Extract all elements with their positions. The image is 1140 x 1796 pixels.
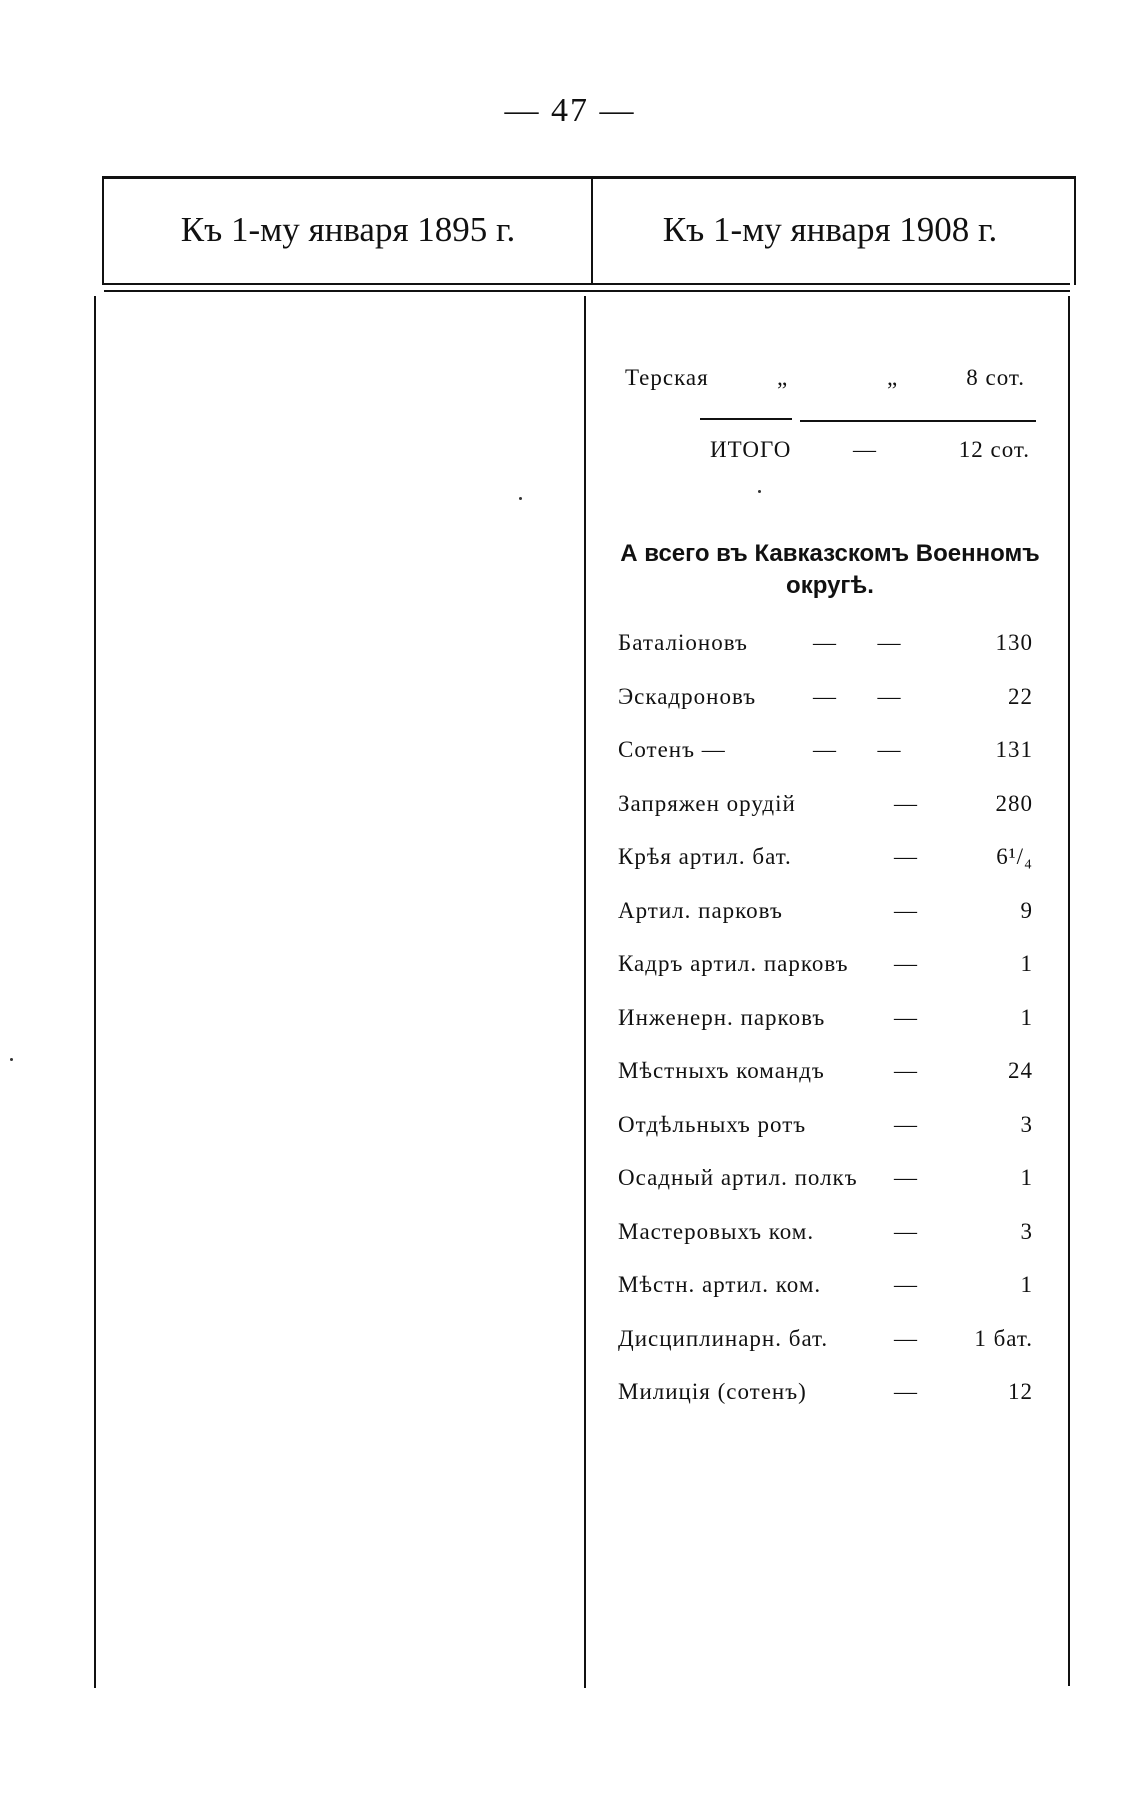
sum-rule-right [800, 420, 1036, 422]
table-row [618, 844, 1033, 874]
row-label: Запряжен орудій [618, 790, 796, 816]
table-row [618, 684, 1033, 714]
table-row [618, 1379, 1033, 1409]
row-value: 22 [1008, 683, 1033, 709]
row-dashes: — [894, 897, 918, 923]
row-value: 130 [995, 630, 1033, 655]
row-dashes: — [894, 790, 918, 816]
table-row [618, 898, 1033, 928]
row-label: Баталіоновъ [618, 630, 748, 655]
table-row [618, 1058, 1033, 1088]
row-label: Кадръ артил. парковъ [618, 951, 849, 976]
row-dashes: — [894, 1325, 918, 1351]
column-header-1908: Къ 1-му января 1908 г. [662, 210, 998, 249]
table-left-border [102, 176, 104, 285]
table-row [618, 1112, 1033, 1142]
table-row [618, 1005, 1033, 1035]
row-dashes: — [894, 1165, 918, 1190]
column-header-1895: Къ 1-му января 1895 г. [180, 210, 516, 249]
page-number: — 47 — [504, 92, 636, 129]
table-row [618, 1326, 1033, 1356]
table-left-border-lower [94, 296, 96, 1688]
table-row [618, 1272, 1033, 1302]
table-row [618, 951, 1033, 981]
row-value: 1 [1020, 1165, 1033, 1190]
table-row [618, 630, 1033, 660]
section-title: А всего въ Кавказскомъ Военномъ округѣ. [620, 540, 1040, 599]
row-label: Мѣстныхъ командъ [618, 1058, 825, 1083]
row-dashes: — — [813, 630, 902, 655]
row-value: 24 [1008, 1058, 1033, 1083]
row-dashes: — [894, 1058, 918, 1083]
total-value: 12 сот. [958, 437, 1030, 462]
row-label: Отдѣльныхъ ротъ [618, 1111, 807, 1137]
row-dashes: — [894, 844, 918, 869]
row-value: 1 [1020, 1272, 1033, 1297]
table-row [618, 1219, 1033, 1249]
sum-rule-left [700, 418, 792, 420]
header-double-rule-top [104, 283, 1070, 285]
row-dashes: — [894, 1379, 918, 1404]
row-label: Милиція (сотенъ) [618, 1379, 807, 1404]
row-dashes: — [894, 1004, 918, 1030]
table-row [618, 791, 1033, 821]
speck [758, 490, 761, 493]
table-right-border-lower [1068, 296, 1070, 1686]
speck [10, 1058, 13, 1061]
table-row [618, 737, 1033, 767]
table-right-border [1074, 176, 1076, 285]
ditto-mark: „ [887, 365, 899, 390]
row-value: 131 [995, 737, 1033, 762]
row-label: Сотенъ — [618, 737, 726, 762]
row-label: Мѣстн. артил. ком. [618, 1272, 822, 1297]
table-top-rule [102, 176, 1076, 179]
row-label: Дисциплинарн. бат. [618, 1325, 829, 1351]
row-dashes: — — [813, 683, 902, 709]
header-double-rule-bottom [104, 290, 1070, 292]
row-value: 280 [995, 790, 1033, 816]
row-value: 6¹/₄ [996, 844, 1033, 869]
row-label: Артил. парковъ [618, 897, 783, 923]
row-label: Осадный артил. полкъ [618, 1165, 858, 1190]
table-column-divider [591, 176, 593, 285]
row-dashes: — [894, 1111, 918, 1137]
row-label: Мастеровыхъ ком. [618, 1218, 815, 1244]
total-dash: — [853, 437, 877, 462]
row-dashes: — — [813, 737, 902, 762]
row-dashes: — [894, 1218, 918, 1244]
ditto-mark: „ [777, 365, 789, 390]
carry-row [625, 365, 1025, 395]
row-value: 1 бат. [974, 1325, 1033, 1351]
row-value: 9 [1020, 897, 1033, 923]
row-label: Крѣя артил. бат. [618, 844, 792, 869]
row-value: 12 [1008, 1379, 1033, 1404]
table-column-divider-lower [584, 296, 586, 1688]
row-value: 3 [1020, 1111, 1033, 1137]
row-value: 1 [1020, 951, 1033, 976]
table-row [618, 1165, 1033, 1195]
speck [519, 497, 522, 500]
carry-value: 8 сот. [966, 365, 1025, 390]
carry-label: Терская [625, 365, 709, 390]
total-row [625, 437, 1030, 467]
total-label: ИТОГО [710, 437, 792, 462]
row-dashes: — [894, 951, 918, 976]
row-label: Инженерн. парковъ [618, 1004, 826, 1030]
row-label: Эскадроновъ [618, 683, 757, 709]
row-value: 1 [1020, 1004, 1033, 1030]
row-dashes: — [894, 1272, 918, 1297]
row-value: 3 [1020, 1218, 1033, 1244]
